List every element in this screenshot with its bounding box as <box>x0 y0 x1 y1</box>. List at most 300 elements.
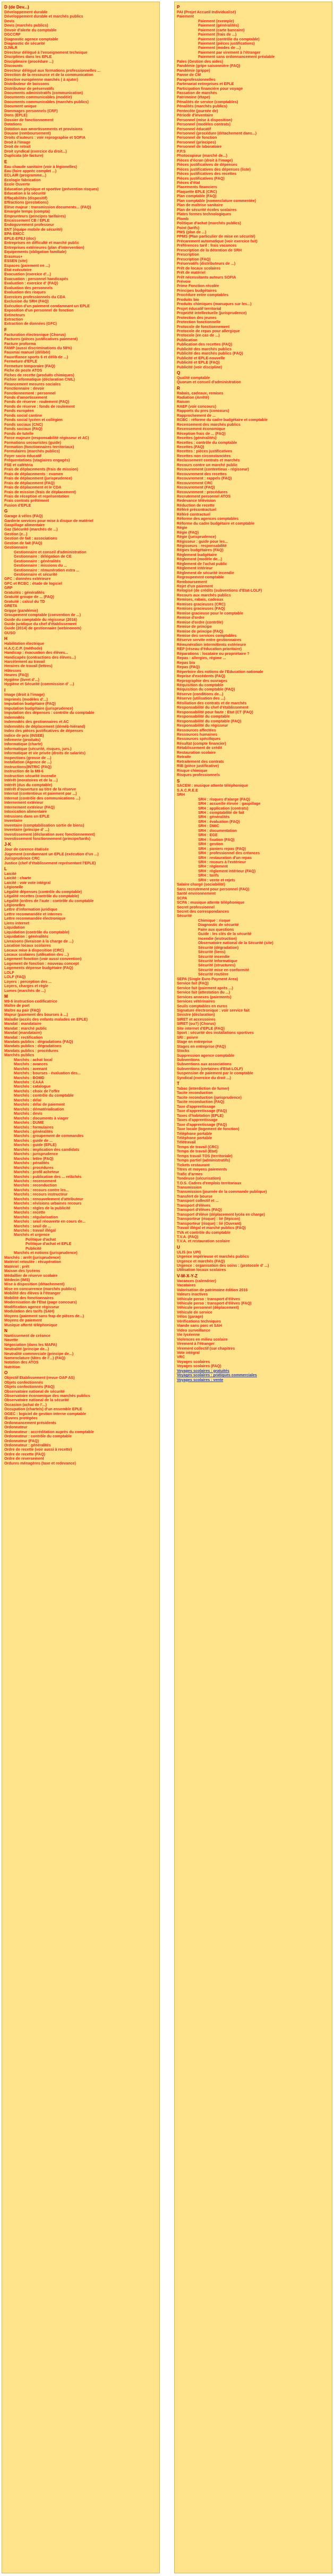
index-link[interactable]: Œuvres protégées <box>4 1416 38 1421</box>
index-link[interactable]: Responsabilité du chef d'établissement <box>177 705 249 710</box>
index-link[interactable]: Mobilité des élèves à l'étranger <box>4 1291 61 1296</box>
index-link[interactable]: Formulaires (marchés publics) <box>4 449 60 454</box>
index-link[interactable]: Suppression agence comptable <box>177 1053 235 1058</box>
index-link[interactable]: Instructions(INTRIC (FAQ) <box>4 764 52 769</box>
index-link[interactable]: Liens internet <box>4 921 30 925</box>
index-link[interactable]: Guide du comptable du régisseur (2016) <box>4 617 77 622</box>
index-link[interactable]: Fermeture d'EPLE <box>4 359 38 364</box>
index-link[interactable]: Plaquette EPLE (CRC) <box>177 189 217 194</box>
index-link[interactable]: Ressources affectées <box>177 728 216 733</box>
index-link[interactable]: Quorum et conseil d'administration <box>177 380 241 385</box>
index-link[interactable]: Occupation (charte/s) d'un ensemble EPLE <box>4 1407 82 1412</box>
index-link[interactable]: Négociation (dans les MAPA) <box>4 1342 57 1347</box>
index-link[interactable]: Index des pièces justificatives de dépenses <box>4 729 83 734</box>
index-link[interactable]: Exercices professionnels du CDA <box>4 294 66 299</box>
index-link[interactable]: SRH : tarifs <box>198 873 219 878</box>
index-link[interactable]: Observatoire économique des marchés publics <box>4 1393 90 1398</box>
index-link[interactable]: Sécurité incendie <box>198 954 230 959</box>
index-link[interactable]: Formation (fonctionnaires territoriaux) <box>4 444 74 449</box>
index-link[interactable]: Paiement (exemple) <box>198 19 234 23</box>
index-link[interactable]: Marchés : groupement de commandes <box>14 1134 84 1139</box>
index-link[interactable]: Remise d'ordre <box>177 616 205 620</box>
index-link[interactable]: Transfert de bourse <box>177 1194 213 1199</box>
index-link[interactable]: SRH : EGE <box>198 833 218 838</box>
index-link[interactable]: Internement extérieur (FAQ) <box>4 805 55 810</box>
index-link[interactable]: Mandat (mandataire) <box>4 1031 42 1036</box>
index-link[interactable]: Paiement (généralités) <box>198 23 239 28</box>
index-link[interactable]: Dotation aux amortissements et provisions <box>4 127 83 131</box>
index-link[interactable]: Paraprofessionnelles <box>177 77 216 82</box>
index-link[interactable]: Locaux mise à disposition (CRC) <box>4 948 64 953</box>
index-link[interactable]: Neutralité commerciale (principe de...) <box>4 1351 74 1356</box>
index-link[interactable]: Formations secouristes (guide) <box>4 440 62 445</box>
index-link[interactable]: Foyer socio éducatif <box>4 453 41 458</box>
index-link[interactable]: Prescription de la détention de SRH <box>177 248 242 252</box>
index-link[interactable]: Suspension de paiement par le comptable <box>177 1071 253 1076</box>
index-link[interactable]: Ecole Ouverte <box>4 182 30 187</box>
index-link[interactable]: Marchés : devis <box>14 1112 42 1116</box>
index-link[interactable]: Passation de marchés <box>177 90 217 95</box>
index-link[interactable]: Protocole de repas pour allergique <box>177 329 240 333</box>
index-link[interactable]: Rémunération intermittents extérieure <box>177 642 246 647</box>
index-link[interactable]: Documents administratifs (communication) <box>4 90 83 95</box>
index-link[interactable]: Pièces d'état <box>177 181 200 186</box>
index-link[interactable]: Rabais, cadeaux, remises <box>177 391 224 395</box>
index-link[interactable]: Guide : les clés de la sécurité <box>198 932 252 937</box>
index-link[interactable]: Risque chimique <box>177 768 208 773</box>
index-link[interactable]: Indice de prix (INSEE) <box>4 733 44 738</box>
index-link[interactable]: Développement durable et marchés publics <box>4 14 83 19</box>
index-link[interactable]: Mandats publics : dégradations <box>4 1044 62 1049</box>
index-link[interactable]: Indemnités de déplacement (déméb-hiérand) <box>4 724 85 729</box>
index-link[interactable]: Protocole (en cas de ...) <box>177 333 220 338</box>
index-link[interactable]: Publicité (voir discipline) <box>177 365 222 369</box>
index-link[interactable]: SRH : gestion <box>198 842 224 847</box>
index-link[interactable]: Remise d'ordre (contrôle) <box>177 620 224 625</box>
index-link[interactable]: Laicité : charte <box>4 876 31 881</box>
index-link[interactable]: Paiement (modes de ...) <box>198 46 241 50</box>
index-link[interactable]: Marchés : révisions urbaines recours <box>14 1201 82 1206</box>
index-link[interactable]: Effaçabilités (dispositif) <box>4 196 48 200</box>
index-link[interactable]: Gestionnaire et conseil d'administration <box>14 550 87 554</box>
index-link[interactable]: Marchés : seuil de ... <box>14 1224 52 1228</box>
index-link[interactable]: T.V.A. (FAQ) <box>177 1234 199 1239</box>
index-link[interactable]: Ordonnateur : contrôle du comptable <box>4 1434 72 1439</box>
index-link[interactable]: Pièces justificatives (FAQ) <box>177 176 225 181</box>
index-link[interactable]: Vacataires <box>177 1283 196 1288</box>
index-link[interactable]: Intrusions dans un EPLE <box>4 814 50 819</box>
index-link[interactable]: Devoir d'alerte du comptable <box>4 28 57 32</box>
index-link[interactable]: Indemnités des gestionnaires et AC <box>4 720 69 725</box>
index-link[interactable]: Indemnités <box>4 715 24 720</box>
index-link[interactable]: Télétravail <box>177 1140 196 1145</box>
index-link[interactable]: Régie (FAQ) <box>177 530 199 535</box>
index-link[interactable]: Protocole de fonctionnement <box>177 324 230 329</box>
index-link[interactable]: Politique d'achat <box>25 1237 56 1242</box>
index-link[interactable]: Personnel (procédure (détachement dans...) <box>177 131 257 136</box>
index-link[interactable]: Vérifications techniques <box>177 1319 221 1324</box>
index-link[interactable]: Réserve servite entre gestionnaires <box>177 638 242 643</box>
index-link[interactable]: Gestionnaire : généralités <box>14 559 61 563</box>
index-link[interactable]: SRH : risques d'alarge (FAQ) <box>198 797 250 802</box>
index-link[interactable]: Prêt nécessitants auteurs SOFIA <box>177 275 236 280</box>
index-link[interactable]: Marchés : arrêt (jurisprudence) <box>4 1255 61 1260</box>
index-link[interactable]: Titres et moyens paiements <box>177 1167 227 1172</box>
index-link[interactable]: SIRET et accessoires <box>177 1017 216 1022</box>
index-link[interactable]: Voyages scolaires : pratiques commerciales <box>177 1373 257 1378</box>
index-link[interactable]: Evaluation des risques <box>4 290 46 295</box>
index-link[interactable]: Principes budgétaires <box>177 288 217 293</box>
index-link[interactable]: Mobilité des fonctionnaires <box>4 1295 54 1300</box>
index-link[interactable]: Repas (FAQ) <box>177 665 200 670</box>
index-link[interactable]: Investissement (déclaration avec fonctionnement) <box>4 832 95 837</box>
index-link[interactable]: Ordonnateur <box>4 1425 28 1430</box>
index-link[interactable]: Travail illégal et marché publics (FAQ) <box>177 1226 246 1231</box>
index-link[interactable]: Légalité recettes (contrôle du comptable) <box>4 894 79 899</box>
index-link[interactable]: Retraite <box>177 755 191 760</box>
index-link[interactable]: Recouvrement des recettes <box>177 472 227 476</box>
index-link[interactable]: Régie <box>177 526 187 531</box>
index-link[interactable]: Frais de déplacement et le CDA <box>4 485 62 490</box>
index-link[interactable]: Recettes : pièces justificatives <box>177 449 233 454</box>
index-link[interactable]: Période d'inventaire <box>177 113 213 118</box>
index-link[interactable]: Marchés : choix de l'offre <box>14 1089 60 1093</box>
index-link[interactable]: SRH : règlement <box>198 864 228 869</box>
index-link[interactable]: Exécution d'un paiement condamnant un EPLE <box>4 304 90 308</box>
index-link[interactable]: Ordonnancement présidents <box>4 1420 56 1425</box>
index-link[interactable]: Logements dépense budgétaire (FAQ) <box>4 966 73 971</box>
index-link[interactable]: Distributeur de préservatifs <box>4 86 54 91</box>
index-link[interactable]: PPMS (Plan particulier de mise en sécurité) <box>177 234 255 239</box>
index-link[interactable]: Marchés : CAAA <box>14 1080 44 1085</box>
index-link[interactable]: Sécurité (structures) <box>198 963 236 968</box>
index-link[interactable]: Jurisprudence CRC <box>4 856 40 861</box>
index-link[interactable]: Qualité comptable <box>177 375 210 380</box>
index-link[interactable]: Référé contractuel <box>177 512 211 517</box>
index-link[interactable]: Douane (remboursement) <box>4 131 51 136</box>
index-link[interactable]: Maison des lycéens <box>4 1269 40 1274</box>
index-link[interactable]: Résultat (compte financier) <box>177 741 226 746</box>
index-link[interactable]: Responsabilité du régisseur <box>177 723 228 728</box>
index-link[interactable]: Loyers : perception des ... <box>4 979 52 984</box>
index-link[interactable]: Investissement fonctionnement (principe/tarifs) <box>4 836 91 841</box>
index-link[interactable]: Rapprochement de ... <box>177 413 216 418</box>
index-link[interactable]: Téléphone portable <box>177 1131 212 1136</box>
index-link[interactable]: DGCCRF <box>4 32 21 37</box>
index-link[interactable]: RIB (pièce justificative) <box>177 764 219 769</box>
index-link[interactable]: Matériel retoulée : récupération <box>4 1260 62 1265</box>
index-link[interactable]: Responsabilité pour faute : Etat (CT (FAQ) <box>177 710 253 714</box>
index-link[interactable]: Marchés : recours instructeur <box>14 1192 68 1197</box>
index-link[interactable]: Recouvrement : rappels (FAQ) <box>177 476 232 481</box>
index-link[interactable]: Marchés : formulaires <box>14 1125 54 1130</box>
index-link[interactable]: Recours aux marchés publics <box>177 593 231 597</box>
index-link[interactable]: Transporteur (risque) : lié (Ouvrant) <box>177 1221 242 1226</box>
index-link[interactable]: Règlement (modèle de...) <box>177 557 222 562</box>
index-link[interactable]: Intoxication alimentaire <box>4 810 47 814</box>
index-link[interactable]: Devis <box>4 19 15 23</box>
index-link[interactable]: Légionelle <box>4 885 23 890</box>
index-link[interactable]: Droit syndical (exercice du droit...) <box>4 149 67 154</box>
index-link[interactable]: FSE et cafétéria <box>4 462 33 467</box>
index-link[interactable]: Lettre recommandée et internes <box>4 912 63 916</box>
index-link[interactable]: Imputation budgétaire (jurisprudence) <box>4 706 73 711</box>
index-link[interactable]: OGEC : logiciel de gestion interne comptable <box>4 1411 87 1416</box>
index-link[interactable]: Gratuité groupe de ... (FAQ) <box>4 595 54 600</box>
index-link[interactable]: Gaspillage alimentaire <box>4 523 45 528</box>
index-link[interactable]: Panne de CM <box>177 73 201 78</box>
index-link[interactable]: Photocopieur (marché de...) <box>177 154 228 158</box>
index-link[interactable]: Rejet d'un paiement <box>177 584 213 589</box>
index-link[interactable]: Recensement des marchés publics <box>177 422 241 427</box>
index-link[interactable]: Sécurité Informatique <box>198 958 237 963</box>
index-link[interactable]: Transport d'élève (déplacement lycéa en charge) <box>177 1212 265 1217</box>
index-link[interactable]: Marchés : pénalités <box>14 1161 49 1166</box>
index-link[interactable]: Informatique (charte) <box>4 742 42 747</box>
index-link[interactable]: Distributeur de boissons <box>4 82 49 87</box>
index-link[interactable]: Mandats publics : dégradations (FAQ) <box>4 1039 73 1044</box>
index-link[interactable]: Gestion de fait : associations <box>4 536 57 541</box>
index-link[interactable]: Mandat : marché public <box>4 1026 47 1031</box>
index-link[interactable]: Projet éducatif territorial <box>177 306 221 311</box>
index-link[interactable]: Service fait (attestation du ...) <box>177 990 230 995</box>
index-link[interactable]: Transport d'élèves (FAQ) <box>177 1208 222 1213</box>
index-link[interactable]: Recettes (généralités) <box>177 436 217 441</box>
index-link[interactable]: Reclassement contrats et marchés <box>177 458 240 463</box>
index-link[interactable]: Marchés publics <box>4 1053 35 1058</box>
index-link[interactable]: Repas bio <box>177 660 195 665</box>
index-link[interactable]: Extraction de données (GFC) <box>4 322 57 326</box>
index-link[interactable]: Location locaux scolaires <box>4 944 51 948</box>
index-link[interactable]: RAEP (voir concours) <box>177 404 217 409</box>
index-link[interactable]: Equipements (obligation familiale) <box>4 250 67 255</box>
index-link[interactable]: Ordre de recette (FAQ) <box>4 1452 46 1457</box>
index-link[interactable]: SRH : paniers repas (FAQ) <box>198 846 246 851</box>
index-link[interactable]: GUSO <box>4 630 16 635</box>
index-link[interactable]: Intérêt (moratoires et de la ...) <box>4 778 58 783</box>
index-link[interactable]: Remise des services comptables <box>177 634 237 638</box>
index-link[interactable]: Tabac (interdiction de fumer) <box>177 1087 229 1091</box>
index-link[interactable]: Marchés : publication des ... relâchés <box>14 1174 82 1179</box>
index-link[interactable]: Véhicule de service <box>177 1310 212 1315</box>
index-link[interactable]: Préférences tarif : frais vacances <box>177 243 237 248</box>
index-link[interactable]: Habilitation électrique <box>4 642 45 646</box>
index-link[interactable]: Temps de travail (Etat) <box>177 1149 218 1154</box>
index-link[interactable]: Intérêt d'ouverture au titre de la réserve <box>4 787 76 792</box>
index-link[interactable]: Guide (2014) de gestionnaire (webinonom) <box>4 626 81 631</box>
index-link[interactable]: Personnel (modèles contrats) <box>177 122 231 127</box>
index-link[interactable]: Publication <box>177 338 198 342</box>
index-link[interactable]: Fauxrifiance sports 6 et délib de ...) <box>4 355 68 359</box>
index-link[interactable]: Devis (marchés publics) <box>4 23 48 28</box>
index-link[interactable]: Réduction de recette <box>177 503 215 508</box>
index-link[interactable]: Reprise d'excédents (FAQ) <box>177 674 226 679</box>
index-link[interactable]: SRH : accueille élevée : gaspillage <box>198 802 261 806</box>
index-link[interactable]: Moyens (paiement sans frap de pièces de...) <box>4 1314 84 1318</box>
index-link[interactable]: Marchés : recette <box>14 1210 46 1215</box>
index-link[interactable]: DJMLR <box>4 46 18 50</box>
index-link[interactable]: Occasion (achat de l'...) <box>4 1402 47 1407</box>
index-link[interactable]: H.A.C.C.P. (méthode) <box>4 646 42 651</box>
index-link[interactable]: Heures (FAQ) <box>4 673 29 678</box>
index-link[interactable]: Observatoire national de la Sécurité (site) <box>198 941 273 946</box>
index-link[interactable]: Régisseur : guide pour les... <box>177 539 228 544</box>
index-link[interactable]: Plan de sécurité écoles scolaires <box>177 207 237 212</box>
index-link[interactable]: Régies budgétaires (FAQ) <box>177 548 224 553</box>
index-link[interactable]: Règlement de sécurité incendie <box>177 570 234 575</box>
index-link[interactable]: Téléphone portable <box>177 1136 212 1140</box>
index-link[interactable]: Incendie (instruction) <box>198 936 237 941</box>
index-link[interactable]: Logement de fonction : nouveau concept <box>4 961 79 966</box>
index-link[interactable]: Liquidation : généralités <box>4 935 49 939</box>
index-link[interactable]: Gestionnaire : missions du ... <box>14 563 67 568</box>
index-link[interactable]: Violences en milieu scolaire <box>177 1337 228 1342</box>
index-link[interactable]: Facture proforma <box>4 341 36 346</box>
index-link[interactable]: Véhicule perso : transport d'élèves <box>177 1297 241 1301</box>
index-link[interactable]: Publicité et EPLE (FAQ) <box>177 360 220 365</box>
index-link[interactable]: Règlement de l'achat public <box>177 561 227 566</box>
index-link[interactable]: SRH : DMIC <box>198 824 219 829</box>
index-link[interactable]: Réserve (conditions de...) <box>177 692 224 696</box>
index-link[interactable]: SRH : fixation (FAQ) <box>198 837 235 842</box>
index-link[interactable]: Ordre de reversement <box>4 1457 44 1461</box>
index-link[interactable]: Installation (Agence de ...) <box>4 760 52 765</box>
index-link[interactable]: RÉP (réseau d'éducation prioritaire) <box>177 647 242 652</box>
index-link[interactable]: Extraction <box>4 317 23 322</box>
index-link[interactable]: Fonctionnaire : devoir <box>4 386 45 391</box>
index-link[interactable]: Education à la sécurité <box>4 191 46 196</box>
index-link[interactable]: Fonctionnement : personnel <box>4 391 56 395</box>
index-link[interactable]: Livraisons (livraison à la charge de ...) <box>4 939 74 944</box>
index-link[interactable]: Dons (EPLE) <box>4 113 28 118</box>
index-link[interactable]: Hygiène et Sécurité (commission d' ...) <box>4 682 74 687</box>
index-link[interactable]: Réquisition du comptable (FAQ) <box>177 687 235 692</box>
index-link[interactable]: Guide juridique du chef d'établissement <box>4 622 77 626</box>
index-link[interactable]: Procédure entre comptables <box>177 293 229 298</box>
index-link[interactable]: Justice (chef d'établissement représentant l'EPLE) <box>4 861 96 865</box>
index-link[interactable]: Marchés : procédures <box>14 1165 54 1170</box>
index-link[interactable]: Inventaire <box>4 819 22 823</box>
index-link[interactable]: Video surveillance <box>177 1328 210 1333</box>
index-link[interactable]: Taxes d'habitation (EPLE) <box>177 1113 224 1118</box>
index-link[interactable]: Recouvrement : procédures <box>177 490 228 494</box>
index-link[interactable]: Maître au pair (FAQ) <box>4 1008 41 1013</box>
index-link[interactable]: Vacances (calendrier) <box>177 1278 216 1283</box>
index-link[interactable]: Matériel : prêt <box>4 1264 30 1269</box>
index-link[interactable]: Service fait (FAQ) <box>177 981 209 986</box>
index-link[interactable]: Gratuités : généralités <box>4 590 45 595</box>
index-link[interactable]: Objets confectionnés (FAQ) <box>4 1385 55 1390</box>
index-link[interactable]: Marchés et notions (jurisprudence) <box>14 1251 78 1256</box>
index-link[interactable]: Evacuation : personnel handicapés <box>4 276 68 281</box>
index-link[interactable]: Personnel éducatif <box>177 127 211 131</box>
index-link[interactable]: Diagnostic de sécurité <box>4 41 45 46</box>
index-link[interactable]: Stage en entreprise <box>177 1040 212 1045</box>
index-link[interactable]: Navette <box>4 1338 18 1343</box>
index-link[interactable]: Ordonnateur : généralités <box>4 1443 51 1447</box>
index-link[interactable]: Rapports du pres (concours) <box>177 409 229 414</box>
index-link[interactable]: Règlement intérieur <box>177 566 213 571</box>
index-link[interactable]: Protection des jeunes <box>177 315 217 320</box>
index-link[interactable]: SCPA <box>177 896 187 900</box>
index-link[interactable]: Jugement (condamnant un EPLE (exécution d'un ...) <box>4 852 99 856</box>
index-link[interactable]: Personnel (mise à disposition) <box>177 117 233 122</box>
index-link[interactable]: Inventaire (comptabilisation sortie de biens) <box>4 823 84 828</box>
index-link[interactable]: Mise en concurrence (marchés publics) <box>4 1286 76 1291</box>
index-link[interactable]: Plan comptable (FAQ) <box>177 194 217 199</box>
index-link[interactable]: Instruction de la M9-6 <box>4 769 44 774</box>
index-link[interactable]: ULIS (ex UPI) <box>177 1250 201 1255</box>
index-link[interactable]: Recettes non circonstanciées <box>177 453 231 458</box>
index-link[interactable]: Règlement budgétaire <box>177 552 217 557</box>
index-link[interactable]: Document unique <box>4 104 37 109</box>
index-link[interactable]: VRC <box>177 1355 185 1360</box>
index-link[interactable]: Extincteurs <box>4 313 25 317</box>
index-link[interactable]: Valorisation de patrimoine édition 2016 <box>177 1287 248 1292</box>
index-link[interactable]: Marchés : recensement <box>14 1179 56 1183</box>
index-link[interactable]: Trafic d'armes <box>177 1172 203 1176</box>
index-link[interactable]: Sans recrutement pour personnel (FAQ) <box>177 887 250 891</box>
index-link[interactable]: Pièces justificatives des recettes <box>177 172 237 176</box>
index-link[interactable]: Fonds de réserve - roulement (FAQ) <box>4 400 70 405</box>
index-link[interactable]: Frais de déplacements (frais de mission) <box>4 467 79 472</box>
index-link[interactable]: Instruction sécurité incendie <box>4 773 56 778</box>
index-link[interactable]: FAMP (aussi discriminations du 58%) <box>4 346 72 351</box>
index-link[interactable]: Sécurité routière <box>198 972 229 977</box>
index-link[interactable]: Urgence : organisation des soins : (protocole d' ...) <box>177 1264 269 1268</box>
index-link[interactable]: Retraitement des contrats <box>177 759 224 764</box>
index-link[interactable]: PAI (Projet Accueil Individualisé) <box>177 10 236 14</box>
index-link[interactable]: Ordures ménagères (taxe et redevance) <box>4 1461 76 1466</box>
index-link[interactable]: Internat (contrôle des communications ...) <box>4 796 80 801</box>
index-link[interactable]: Produits chimiques (manuques sur les...) <box>177 302 252 307</box>
index-link[interactable]: Fiches de recette (produits chimiques) <box>4 373 74 377</box>
index-link[interactable]: Marchés : dématérialisation <box>14 1107 64 1112</box>
index-link[interactable]: Tickets restaurant <box>177 1163 210 1167</box>
index-link[interactable]: Transmission (journée de la commande publique) <box>177 1190 267 1194</box>
index-link[interactable]: Plomb <box>177 216 189 221</box>
index-link[interactable]: Partenariat entreprises et EPLE <box>177 82 234 87</box>
index-link[interactable]: SRI : poivre <box>177 1035 198 1040</box>
index-link[interactable]: Maître de port <box>4 1004 30 1008</box>
index-link[interactable]: Gratuité : calcul du TD <box>4 599 45 604</box>
index-link[interactable]: Financement mesures sociales <box>4 382 61 386</box>
index-link[interactable]: Pièces justificatives de dépenses <box>177 163 237 167</box>
index-link[interactable]: Marchés : régularisation <box>14 1215 58 1219</box>
index-link[interactable]: Pentecôte (journée de) <box>177 108 218 113</box>
index-link[interactable]: Marchés : renouvelement d'attributeur <box>14 1197 83 1201</box>
index-link[interactable]: Recouvrement (FAQ) <box>177 485 215 490</box>
index-link[interactable]: Raison <box>177 400 190 405</box>
index-link[interactable]: SRH : recours à l'extérieur <box>198 860 246 865</box>
index-link[interactable]: Grippe (pandémie) <box>4 608 38 613</box>
index-link[interactable]: Evaluation : exercice d' (FAQ) <box>4 281 58 286</box>
index-link[interactable]: Imprimés (modèles d'...) <box>4 697 48 702</box>
index-link[interactable]: Fréquentations (stagiaires engagés) <box>4 458 70 463</box>
index-link[interactable]: Intérêt (dus du comptable) <box>4 782 53 787</box>
index-link[interactable]: Virement à l'étranger <box>177 1342 215 1346</box>
index-link[interactable]: Réparations : locataire ou propriétaire ? <box>177 651 250 656</box>
index-link[interactable]: Pales (Gestion des aides) <box>177 59 224 64</box>
index-link[interactable]: Image (droit à l'image) <box>4 693 45 697</box>
index-link[interactable]: Gestionnaire <box>4 545 28 550</box>
index-link[interactable]: EPA-EMCC <box>4 232 24 237</box>
index-link[interactable]: Référé précontractuel <box>177 508 217 512</box>
index-link[interactable]: Tondeuse (sécurisation) <box>177 1176 221 1181</box>
index-link[interactable]: Développement durable <box>4 10 48 14</box>
index-link[interactable]: PMS (plan de ...) <box>177 230 207 234</box>
index-link[interactable]: Services vétérinaires <box>177 999 215 1004</box>
